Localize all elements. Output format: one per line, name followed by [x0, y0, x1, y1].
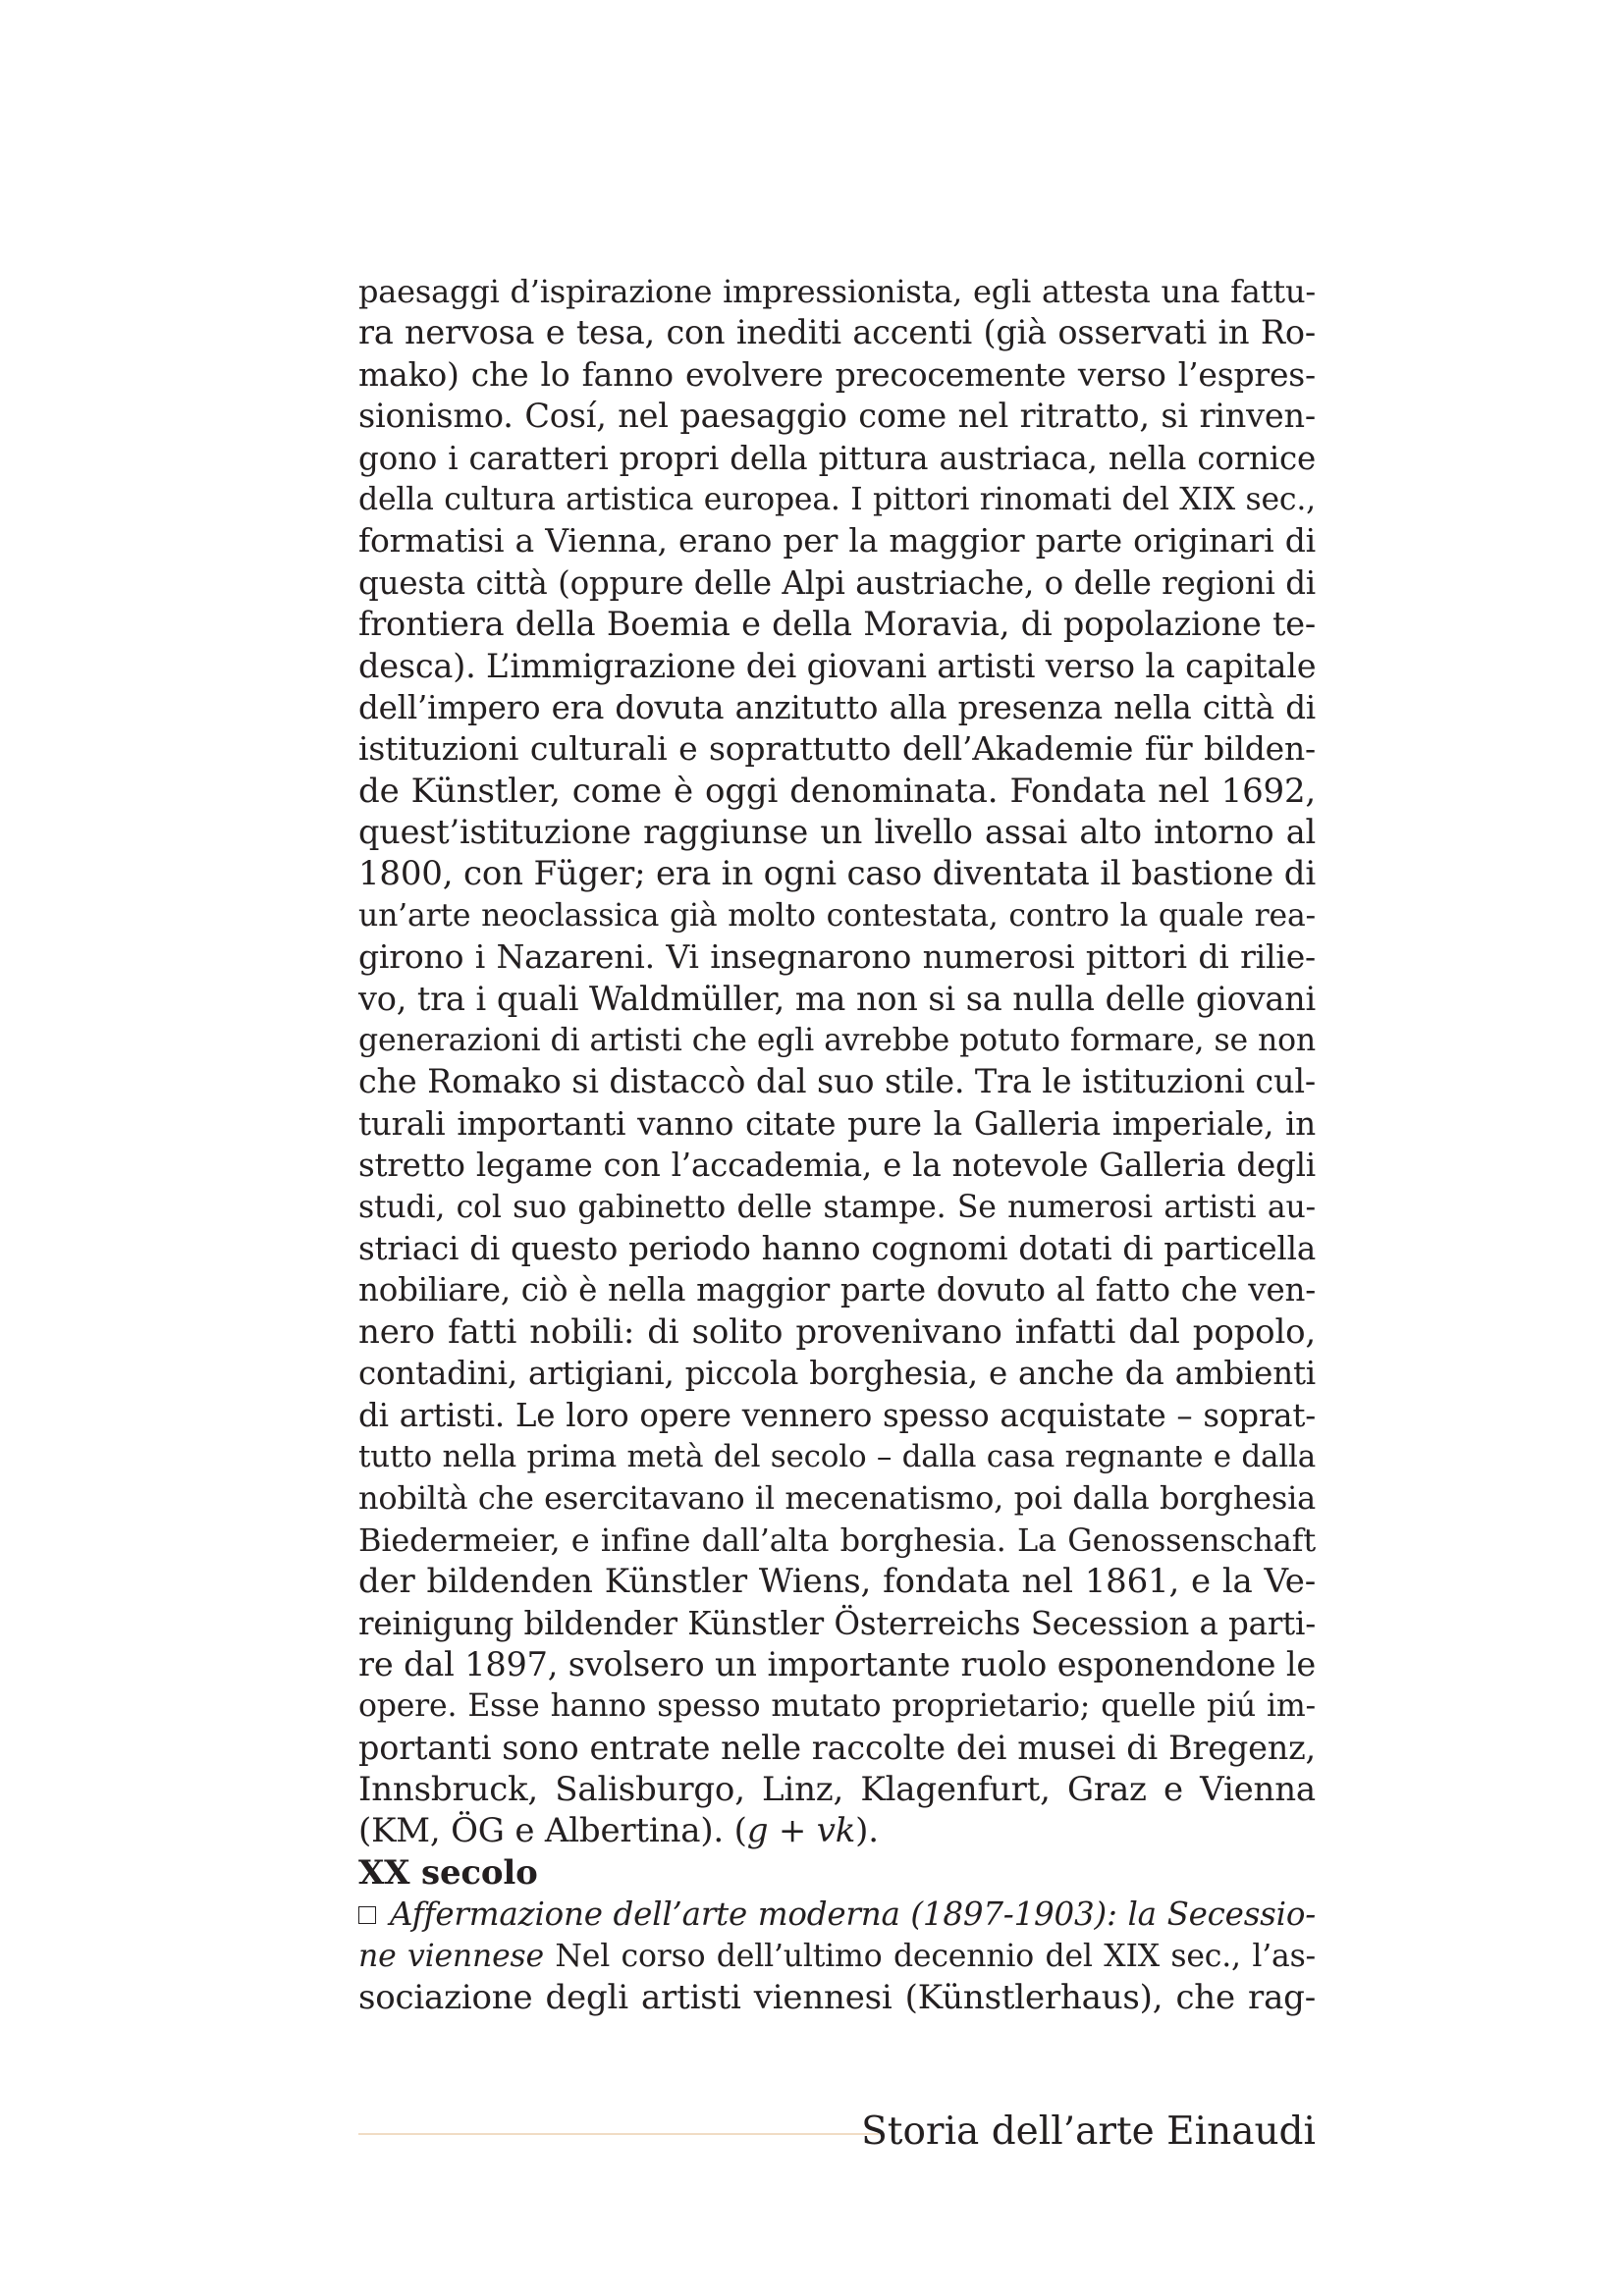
text-line: che Romako si distaccò dal suo stile. Tra le istituzioni cul-	[358, 1062, 1316, 1101]
author-initials: g + vk	[746, 1811, 856, 1851]
subsection-title-line	[358, 1894, 1316, 1935]
text-line: sociazione degli artisti viennesi (Künstlerhaus), che rag-	[358, 1978, 1316, 2018]
text-line: questa città (oppure delle Alpi austriache, o delle regioni di	[358, 563, 1316, 602]
text-line: ra nervosa e tesa, con inediti accenti (già osservati in Ro-	[358, 313, 1316, 352]
text-line: sionismo. Cosí, nel paesaggio come nel ritratto, si rinven-	[358, 397, 1316, 436]
text-line: generazioni di artisti che egli avrebbe potuto formare, se non	[358, 1023, 1316, 1059]
text-line: mako) che lo fanno evolvere precocemente verso l’espres-	[358, 354, 1316, 394]
text-line: girono i Nazareni. Vi insegnarono numerosi pittori di rilie-	[358, 937, 1316, 977]
text-line: re dal 1897, svolsero un importante ruolo esponendone le	[358, 1644, 1316, 1683]
text-line: istituzioni culturali e soprattutto dell’Akademie für bilden-	[358, 729, 1316, 769]
text-line: opere. Esse hanno spesso mutato proprietario; quelle piú im-	[358, 1688, 1316, 1725]
text-line: turali importanti vanno citate pure la Galleria imperiale, in	[358, 1104, 1316, 1143]
text-line: un’arte neoclassica già molto contestata, contro la quale rea-	[358, 897, 1316, 934]
text-line: gono i caratteri propri della pittura austriaca, nella cornice	[358, 439, 1316, 477]
final-line-prefix: (KM, ÖG e Albertina). (	[358, 1811, 747, 1851]
footer-title: Storia dell’arte Einaudi	[861, 2109, 1316, 2154]
text-line: der bildenden Künstler Wiens, fondata nel 1861, e la Ve-	[358, 1562, 1316, 1602]
text-line: dell’impero era dovuta anzitutto alla presenza nella città di	[358, 688, 1316, 726]
subsection-body-start: Nel corso dell’ultimo decennio del XIX sec., l’as-	[543, 1938, 1317, 1974]
final-paragraph-line	[358, 1810, 1316, 1851]
subsection-title: Affermazione dell’arte moderna (1897-1903): la Secessio-	[390, 1896, 1316, 1934]
text-line: formatisi a Vienna, erano per la maggior parte originari di	[358, 521, 1316, 561]
text-line: quest’istituzione raggiunse un livello assai alto intorno al	[358, 813, 1316, 852]
text-line: Biedermeier, e infine dall’alta borghesia. La Genossenschaft	[358, 1521, 1316, 1559]
text-line: portanti sono entrate nelle raccolte dei musei di Bregenz,	[358, 1728, 1316, 1767]
text-line: striaci di questo periodo hanno cognomi dotati di particella	[358, 1229, 1316, 1267]
text-line: di artisti. Le loro opere vennero spesso acquistate – soprat-	[358, 1396, 1316, 1434]
text-line: reinigung bildender Künstler Österreichs Secession a parti-	[358, 1604, 1316, 1642]
text-line: frontiera della Boemia e della Moravia, di popolazione te-	[358, 605, 1316, 644]
footer-rule	[358, 2133, 879, 2135]
text-line: vo, tra i quali Waldmüller, ma non si sa nulla delle giovani	[358, 979, 1316, 1018]
text-line: contadini, artigiani, piccola borghesia, e anche da ambienti	[358, 1355, 1316, 1393]
subsection-title-continued: ne viennese	[358, 1938, 544, 1974]
subsection-line	[358, 1936, 1316, 1977]
text-line: nobiltà che esercitavano il mecenatismo, poi dalla borghesia	[358, 1479, 1316, 1518]
text-line: de Künstler, come è oggi denominata. Fondata nel 1692,	[358, 771, 1316, 811]
text-line: nero fatti nobili: di solito provenivano infatti dal popolo,	[358, 1311, 1316, 1352]
final-line-suffix: ).	[855, 1811, 879, 1851]
square-bullet-icon	[358, 1906, 376, 1924]
text-line: 1800, con Füger; era in ogni caso diventata il bastione di	[358, 854, 1316, 894]
text-line: desca). L’immigrazione dei giovani artisti verso la capitale	[358, 646, 1317, 685]
text-line: della cultura artistica europea. I pittori rinomati del XIX sec.,	[358, 481, 1316, 517]
text-line: stretto legame con l’accademia, e la notevole Galleria degli	[358, 1147, 1316, 1185]
text-line: nobiliare, ciò è nella maggior parte dovuto al fatto che ven-	[358, 1271, 1316, 1309]
text-line: Innsbruck, Salisburgo, Linz, Klagenfurt, Graz e Vienna	[358, 1770, 1316, 1810]
text-line: tutto nella prima metà del secolo – dalla casa regnante e dalla	[358, 1438, 1316, 1474]
text-line: studi, col suo gabinetto delle stampe. Se numerosi artisti au-	[358, 1189, 1316, 1225]
body-text	[358, 271, 1316, 2018]
text-line: paesaggi d’ispirazione impressionista, egli attesta una fattu-	[358, 273, 1316, 310]
section-heading: XX secolo	[358, 1852, 538, 1893]
